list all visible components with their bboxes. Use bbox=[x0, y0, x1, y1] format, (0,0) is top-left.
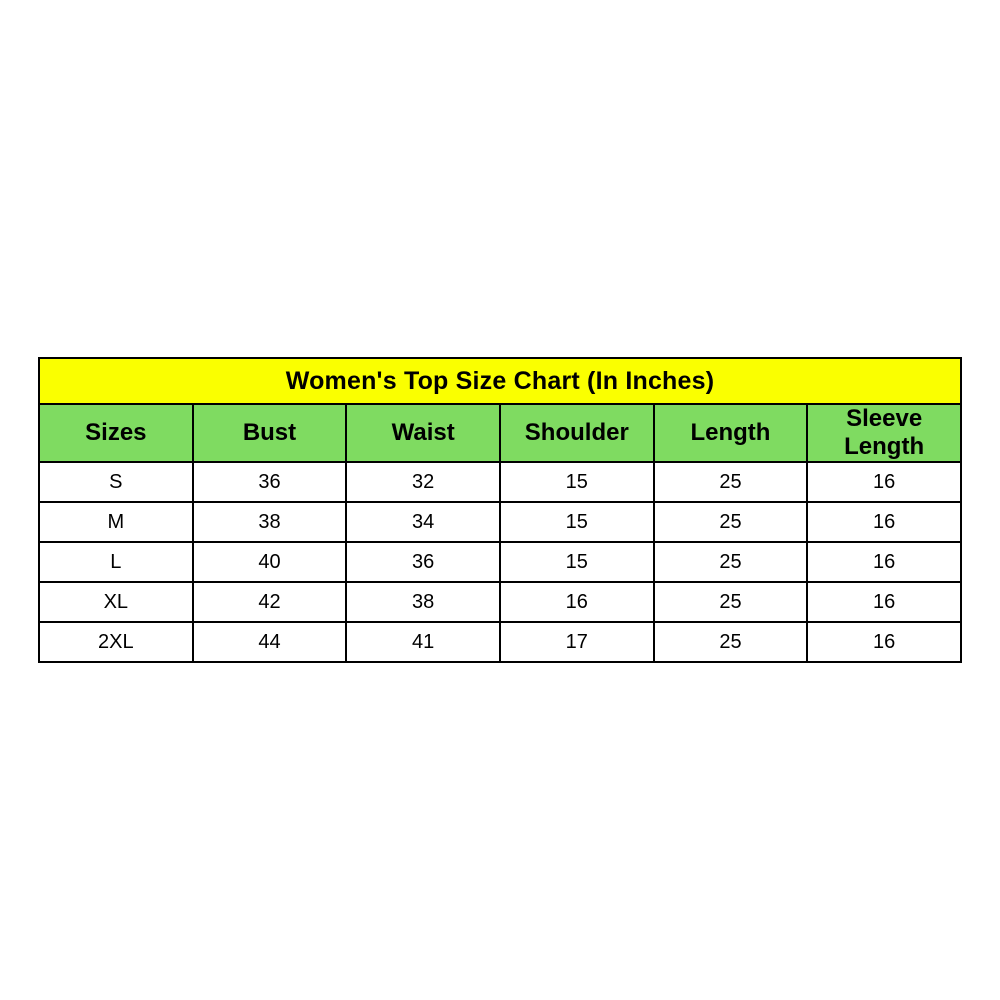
column-header-waist: Waist bbox=[346, 404, 500, 462]
cell-sleeve-length: 16 bbox=[807, 502, 961, 542]
cell-waist: 32 bbox=[346, 462, 500, 502]
cell-length: 25 bbox=[654, 542, 808, 582]
cell-waist: 34 bbox=[346, 502, 500, 542]
cell-length: 25 bbox=[654, 622, 808, 662]
column-header-bust: Bust bbox=[193, 404, 347, 462]
cell-length: 25 bbox=[654, 582, 808, 622]
cell-length: 25 bbox=[654, 462, 808, 502]
column-header-sizes: Sizes bbox=[39, 404, 193, 462]
column-header-length: Length bbox=[654, 404, 808, 462]
cell-waist: 41 bbox=[346, 622, 500, 662]
cell-bust: 44 bbox=[193, 622, 347, 662]
table-header-row bbox=[39, 404, 961, 462]
table-title-row bbox=[39, 358, 961, 404]
chart-title: Women's Top Size Chart (In Inches) bbox=[39, 358, 961, 404]
cell-shoulder: 16 bbox=[500, 582, 654, 622]
cell-shoulder: 15 bbox=[500, 542, 654, 582]
cell-size: M bbox=[39, 502, 193, 542]
cell-waist: 38 bbox=[346, 582, 500, 622]
cell-sleeve-length: 16 bbox=[807, 582, 961, 622]
column-header-sleeve-length: Sleeve Length bbox=[807, 404, 961, 462]
cell-sleeve-length: 16 bbox=[807, 542, 961, 582]
table-row bbox=[39, 502, 961, 542]
size-chart-container bbox=[38, 357, 962, 663]
womens-top-size-chart-table bbox=[38, 357, 962, 663]
cell-length: 25 bbox=[654, 502, 808, 542]
cell-bust: 42 bbox=[193, 582, 347, 622]
cell-waist: 36 bbox=[346, 542, 500, 582]
table-row bbox=[39, 542, 961, 582]
cell-sleeve-length: 16 bbox=[807, 622, 961, 662]
cell-shoulder: 17 bbox=[500, 622, 654, 662]
column-header-shoulder: Shoulder bbox=[500, 404, 654, 462]
cell-bust: 36 bbox=[193, 462, 347, 502]
cell-shoulder: 15 bbox=[500, 502, 654, 542]
cell-shoulder: 15 bbox=[500, 462, 654, 502]
table-row bbox=[39, 622, 961, 662]
cell-bust: 40 bbox=[193, 542, 347, 582]
cell-bust: 38 bbox=[193, 502, 347, 542]
table-row bbox=[39, 462, 961, 502]
cell-size: 2XL bbox=[39, 622, 193, 662]
cell-sleeve-length: 16 bbox=[807, 462, 961, 502]
table-row bbox=[39, 582, 961, 622]
cell-size: L bbox=[39, 542, 193, 582]
cell-size: S bbox=[39, 462, 193, 502]
cell-size: XL bbox=[39, 582, 193, 622]
